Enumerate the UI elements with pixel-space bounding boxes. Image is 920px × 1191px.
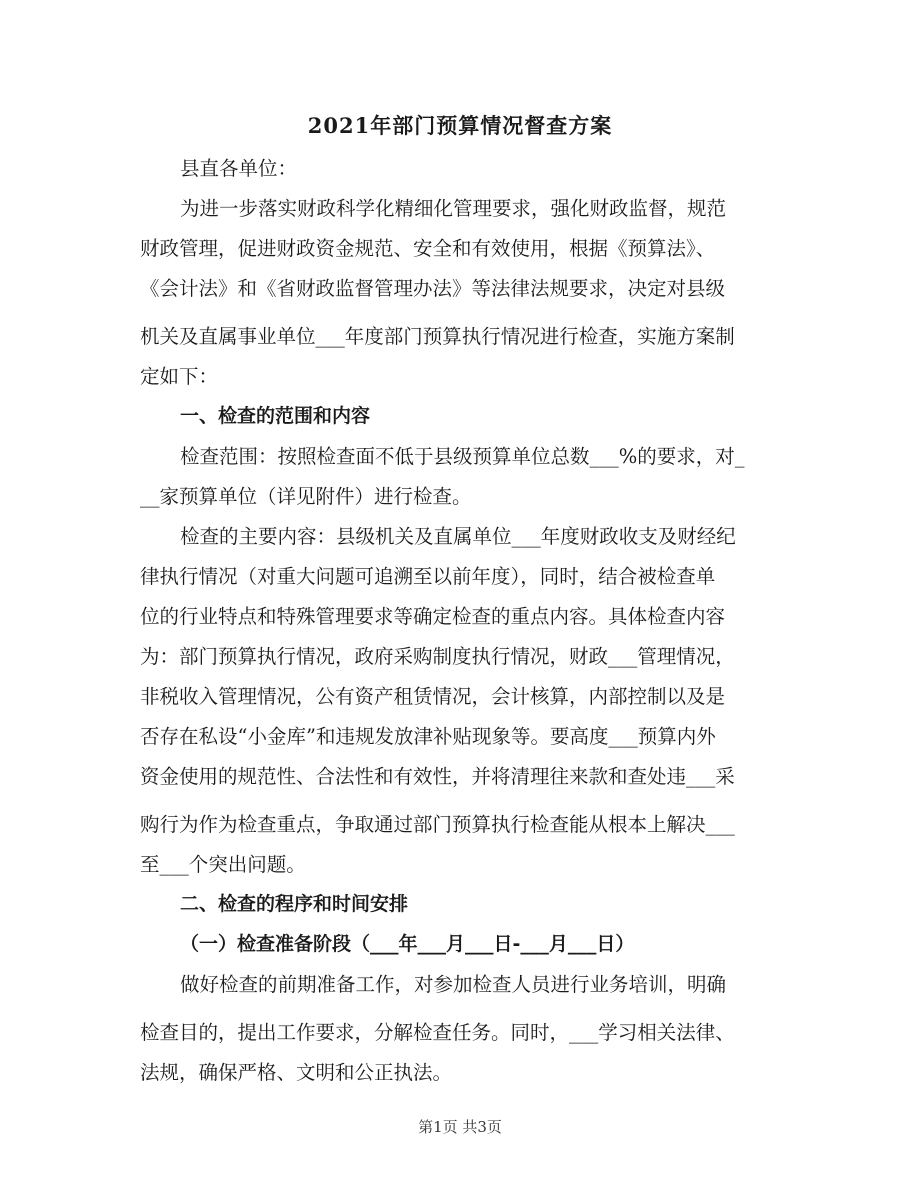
paragraph-line: 为进一步落实财政科学化精细化管理要求，强化财政监督，规范 (180, 197, 727, 220)
paragraph-line: 否存在私设“小金库”和违规发放津补贴现象等。要高度___预算内外 (140, 725, 716, 748)
section-heading: 二、检查的程序和时间安排 (180, 893, 409, 915)
paragraph-line: 非税收入管理情况，公有资产租赁情况，会计核算，内部控制以及是 (140, 685, 726, 708)
paragraph-line: 财政管理，促进财政资金规范、安全和有效使用，根据《预算法》、 (140, 237, 716, 260)
paragraph-line: 检查的主要内容：县级机关及直属单位___年度财政收支及财经纪 (180, 525, 736, 548)
paragraph-line: 律执行情况（对重大问题可追溯至以前年度），同时，结合被检查单 (140, 565, 716, 588)
section-heading: 一、检查的范围和内容 (180, 405, 371, 427)
paragraph-line: 至___个突出问题。 (140, 853, 306, 876)
paragraph-line: 为：部门预算执行情况，政府采购制度执行情况，财政___管理情况， (140, 645, 735, 668)
paragraph-line: 法规，确保严格、文明和公正执法。 (140, 1061, 453, 1084)
paragraph-line: 检查范围：按照检查面不低于县级预算单位总数___%的要求，对_ (180, 445, 745, 468)
salutation: 县直各单位： (180, 157, 298, 180)
paragraph-line: 检查目的，提出工作要求，分解检查任务。同时，___学习相关法律、 (140, 1021, 735, 1044)
paragraph-line: 做好检查的前期准备工作，对参加检查人员进行业务培训，明确 (180, 973, 727, 996)
paragraph-line: 机关及直属事业单位___年度部门预算执行情况进行检查，实施方案制 (140, 325, 735, 348)
page-number: 第1页 共3页 (418, 1118, 502, 1136)
paragraph-line: __家预算单位（详见附件）进行检查。 (140, 485, 472, 508)
subsection-heading: （一）检查准备阶段（___年___月___日-___月___日） (180, 933, 635, 955)
paragraph-line: 购行为作为检查重点，争取通过部门预算执行检查能从根本上解决___ (140, 813, 735, 836)
paragraph-line: 资金使用的规范性、合法性和有效性，并将清理往来款和查处违___采 (140, 765, 735, 788)
document-title: 2021年部门预算情况督查方案 (307, 113, 613, 138)
paragraph-line: 位的行业特点和特殊管理要求等确定检查的重点内容。具体检查内容 (140, 605, 726, 628)
paragraph-line: 《会计法》和《省财政监督管理办法》等法律法规要求，决定对县级 (140, 277, 726, 300)
paragraph-line: 定如下： (140, 365, 219, 388)
